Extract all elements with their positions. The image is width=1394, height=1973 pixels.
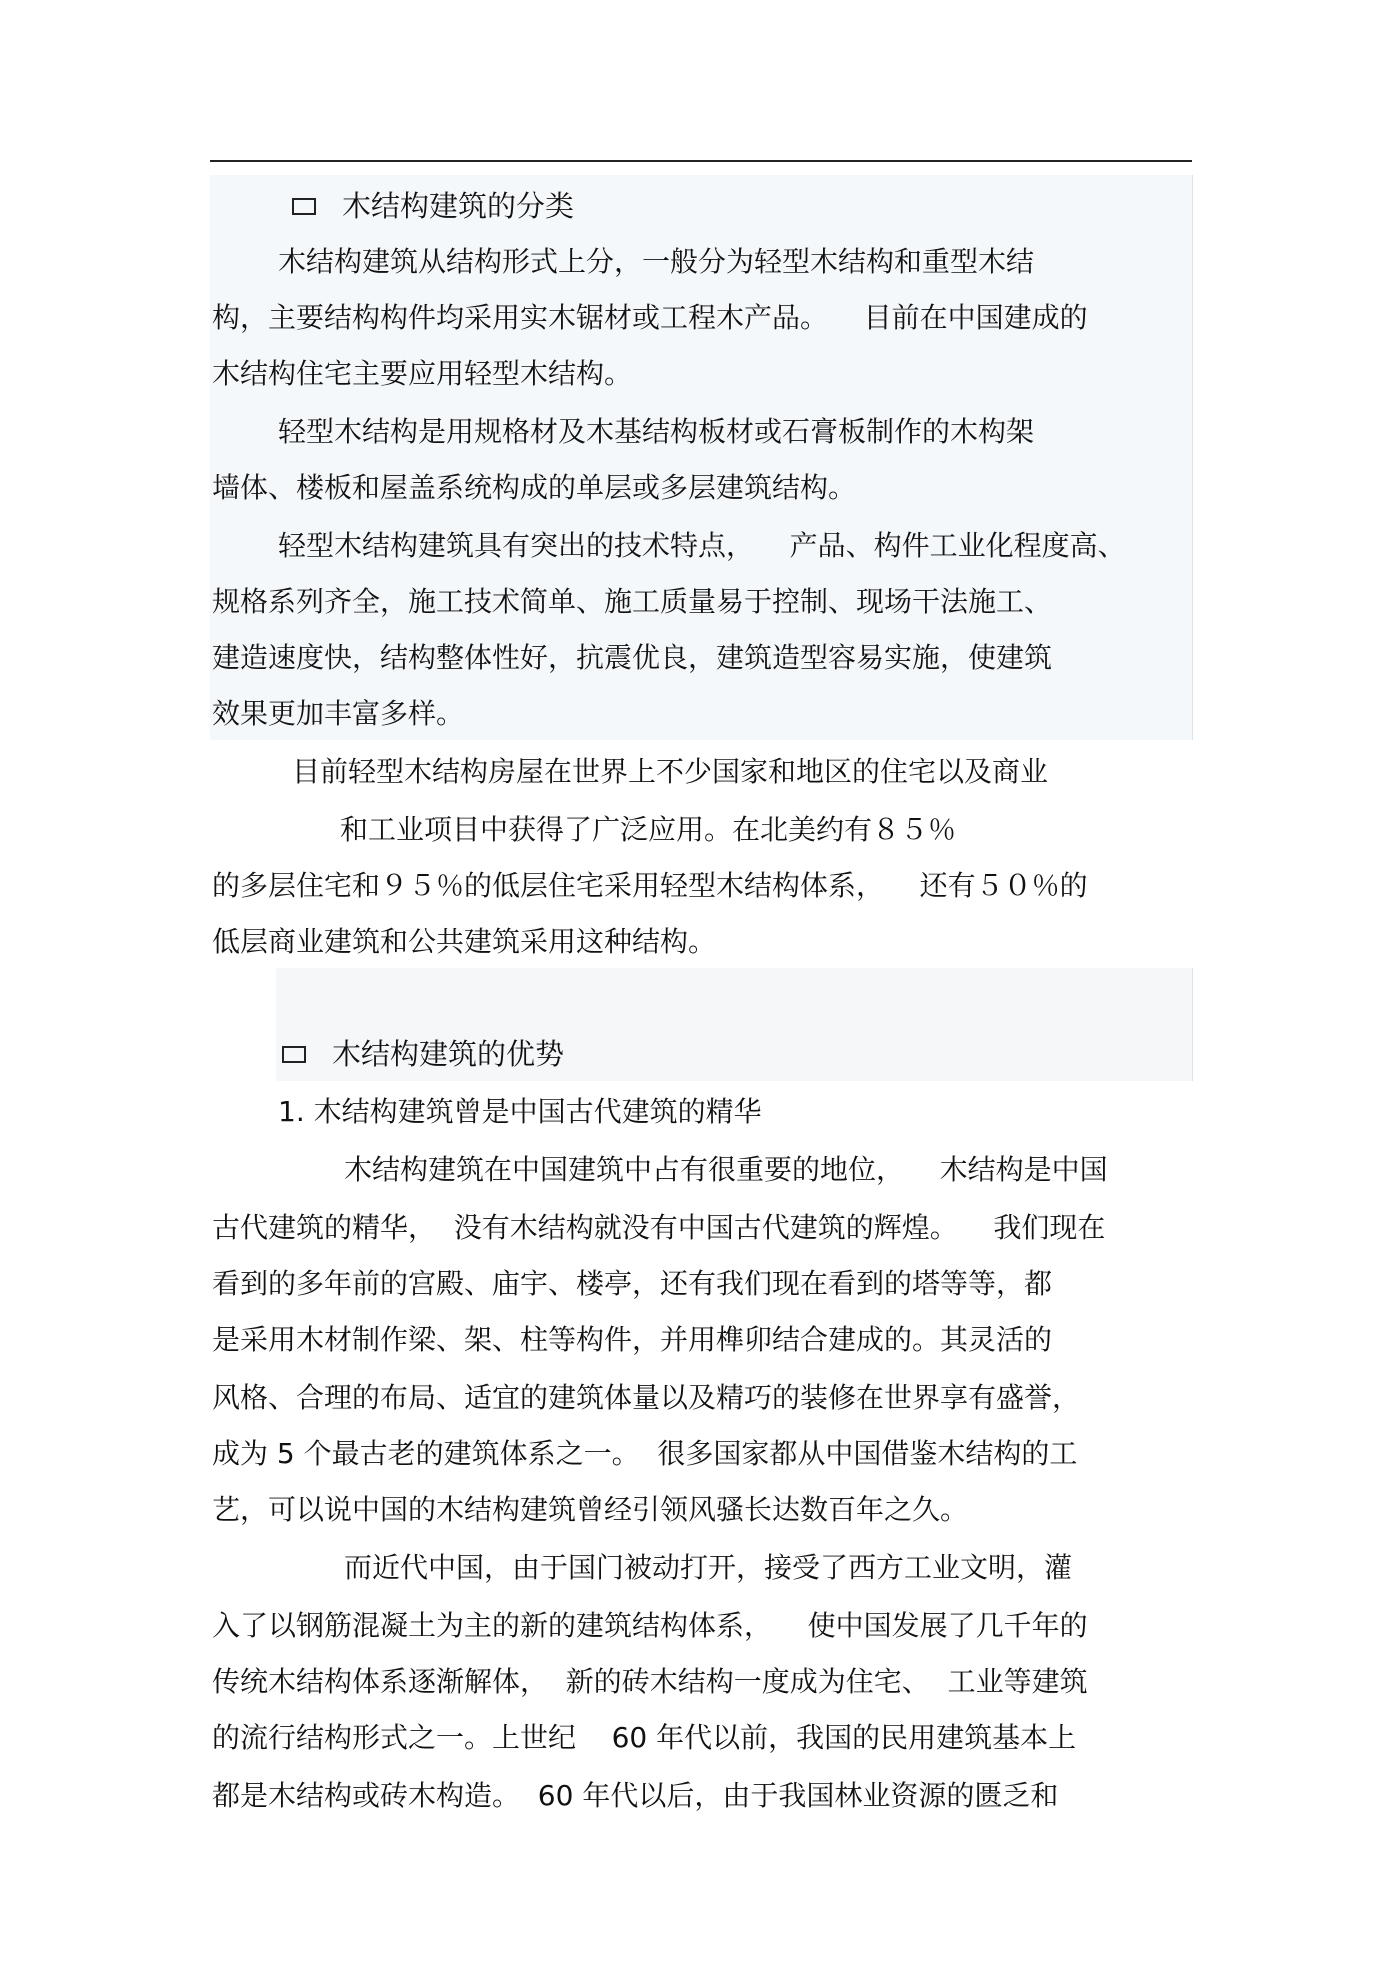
text-line: 看到的多年前的宫殿、庙宇、楼亭，还有我们现在看到的塔等等，都 [212,1267,1053,1300]
checkbox-square-icon [282,1046,306,1063]
section2-heading-text: 木结构建筑的优势 [332,1037,565,1071]
text-line: 木结构建筑从结构形式上分，一般分为轻型木结构和重型木结 [278,245,1035,278]
section2-heading [282,1036,564,1072]
text-line: 的流行结构形式之一。上世纪 60 年代以前，我国的民用建筑基本上 [212,1721,1077,1754]
text-line: 和工业项目中获得了广泛应用。在北美约有８５％ [340,813,957,846]
text-line: 都是木结构或砖木构造。 60 年代以后，由于我国林业资源的匮乏和 [212,1779,1059,1812]
text-line: 轻型木结构是用规格材及木基结构板材或石膏板制作的木构架 [278,415,1035,448]
section1-heading [292,188,574,224]
text-line: 构，主要结构构件均采用实木锯材或工程木产品。 目前在中国建成的 [212,301,1088,334]
subheading: 1. 木结构建筑曾是中国古代建筑的精华 [278,1095,762,1128]
text-line: 是采用木材制作梁、架、柱等构件，并用榫卯结合建成的。其灵活的 [212,1323,1053,1356]
text-line: 艺，可以说中国的木结构建筑曾经引领风骚长达数百年之久。 [212,1493,969,1526]
text-line: 木结构建筑在中国建筑中占有很重要的地位， 木结构是中国 [344,1153,1108,1186]
text-line: 传统木结构体系逐渐解体， 新的砖木结构一度成为住宅、 工业等建筑 [212,1665,1088,1698]
text-line: 目前轻型木结构房屋在世界上不少国家和地区的住宅以及商业 [292,755,1049,788]
section1-heading-text: 木结构建筑的分类 [342,189,575,223]
text-line: 的多层住宅和９５％的低层住宅采用轻型木结构体系， 还有５０％的 [212,869,1088,902]
text-line: 古代建筑的精华， 没有木结构就没有中国古代建筑的辉煌。 我们现在 [212,1211,1106,1244]
text-line: 成为 5 个最古老的建筑体系之一。 很多国家都从中国借鉴木结构的工 [212,1437,1078,1470]
text-line: 而近代中国，由于国门被动打开，接受了西方工业文明，灌 [344,1551,1073,1584]
text-line: 风格、合理的布局、适宜的建筑体量以及精巧的装修在世界享有盛誉， [212,1381,1081,1414]
text-line: 规格系列齐全，施工技术简单、施工质量易于控制、现场干法施工、 [212,585,1053,618]
text-line: 轻型木结构建筑具有突出的技术特点， 产品、构件工业化程度高、 [278,529,1126,562]
text-line: 效果更加丰富多样。 [212,697,465,730]
checkbox-square-icon [292,198,316,215]
text-line: 墙体、楼板和屋盖系统构成的单层或多层建筑结构。 [212,471,857,504]
text-line: 低层商业建筑和公共建筑采用这种结构。 [212,925,717,958]
text-line: 入了以钢筋混凝土为主的新的建筑结构体系， 使中国发展了几千年的 [212,1609,1088,1642]
text-line: 木结构住宅主要应用轻型木结构。 [212,357,633,390]
text-line: 建造速度快，结构整体性好，抗震优良，建筑造型容易实施，使建筑 [212,641,1053,674]
top-rule [210,160,1192,162]
